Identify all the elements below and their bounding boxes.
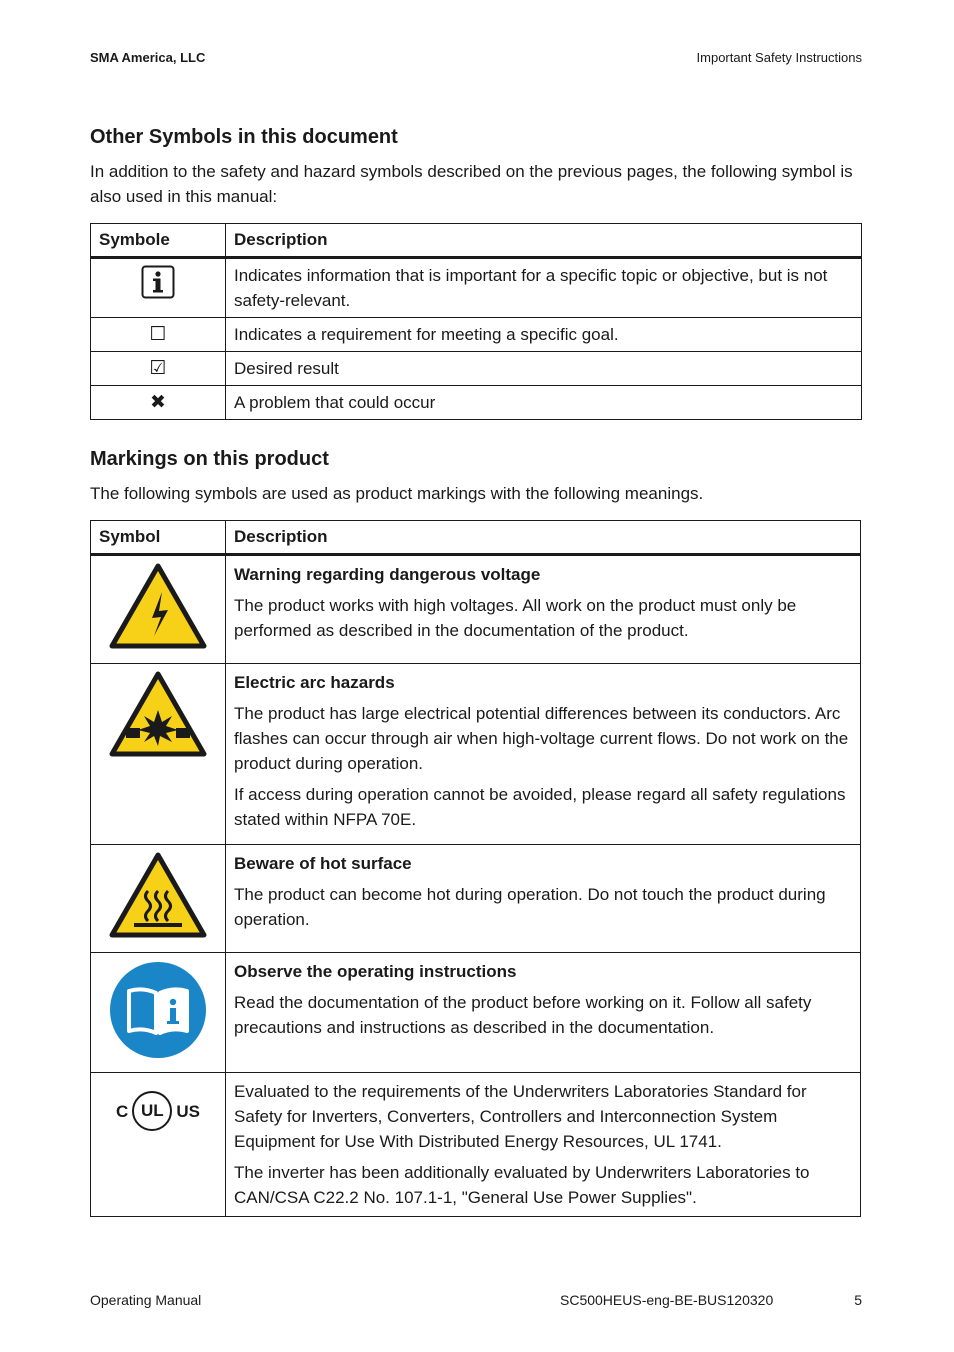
symbol-cell [91,318,226,352]
marking-text: If access during operation cannot be avoided, please regard all safety regulations stated within NFPA 70E. [234,785,846,829]
header-section-title: Important Safety Instructions [696,50,862,65]
column-header-description: Description [226,224,862,258]
table-row [91,953,861,1073]
electric-arc-warning-icon [108,743,208,762]
table-row [91,845,861,953]
footer-manual-type: Operating Manual [90,1292,202,1308]
other-symbols-table [90,223,862,420]
table-row [91,664,861,845]
description-cell [226,845,861,953]
symbol-cell [91,953,226,1073]
symbol-cell [91,1073,226,1217]
marking-text: The inverter has been additionally evaluated by Underwriters Laboratories to CAN/CSA C22.2 No. 107.1-1, "General Use Power Supplies". [234,1163,810,1207]
footer-page-number: 5 [854,1292,862,1308]
column-header-symbol: Symbole [91,224,226,258]
table-header-row [91,521,861,555]
description-cell: Indicates information that is important for a specific topic or objective, but is not safety-relevant. [226,258,862,318]
marking-text: The product has large electrical potential differences between its conductors. Arc flashes can occur through air when high-voltage current flows. Do not work on the product during operation. [234,704,849,773]
high-voltage-warning-icon [108,635,208,654]
description-cell [226,555,861,664]
description-cell: A problem that could occur [226,386,862,420]
marking-text: Read the documentation of the product before working on it. Follow all safety precautions and instructions as described in the documentation. [234,993,812,1037]
symbol-cell [91,386,226,420]
header-company: SMA America, LLC [90,50,206,65]
table-row [91,318,862,352]
column-header-description: Description [226,521,861,555]
marking-text: The product can become hot during operation. Do not touch the product during operation. [234,885,826,929]
marking-text: The product works with high voltages. All work on the product must only be performed as described in the documentation of the product. [234,596,797,640]
footer-doc-id: SC500HEUS-eng-BE-BUS120320 [560,1292,774,1308]
product-markings-table [90,520,861,1217]
description-cell [226,664,861,845]
section-intro-other-symbols: In addition to the safety and hazard symbols described on the previous pages, the following symbol is also used in this manual: [90,162,853,206]
description-cell: Indicates a requirement for meeting a specific goal. [226,318,862,352]
table-row [91,352,862,386]
column-header-symbol: Symbol [91,521,226,555]
description-cell: Desired result [226,352,862,386]
marking-title: Beware of hot surface [234,854,412,873]
symbol-cell [91,258,226,318]
empty-checkbox-icon: ☐ [149,324,167,345]
description-cell [226,953,861,1073]
table-row [91,555,861,664]
symbol-cell [91,664,226,845]
section-heading-markings: Markings on this product [90,448,329,470]
symbol-cell [91,352,226,386]
hot-surface-warning-icon [108,924,208,943]
table-row [91,386,862,420]
ul-circle: UL [132,1091,172,1131]
operating-instructions-icon [109,1044,207,1063]
table-header-row [91,224,862,258]
symbol-cell [91,555,226,664]
marking-title: Electric arc hazards [234,673,395,692]
c-ul-us-mark-icon [116,1091,200,1131]
section-heading-other-symbols: Other Symbols in this document [90,126,398,148]
x-mark-icon: ✖ [150,392,166,413]
us-mark: US [176,1101,200,1121]
symbol-cell [91,845,226,953]
table-row [91,1073,861,1217]
checked-box-icon: ☑ [149,358,167,379]
table-row [91,258,862,318]
c-mark: C [116,1101,129,1121]
description-cell [226,1073,861,1217]
marking-title: Observe the operating instructions [234,962,517,981]
marking-text: Evaluated to the requirements of the Underwriters Laboratories Standard for Safety for Inverters, Converters, Controllers and Interconnection System Equipment for Use With Distributed Energy Resources, UL 1741. [234,1082,807,1151]
section-intro-markings: The following symbols are used as product markings with the following meanings. [90,484,704,503]
marking-title: Warning regarding dangerous voltage [234,565,541,584]
info-box-icon [141,265,175,306]
